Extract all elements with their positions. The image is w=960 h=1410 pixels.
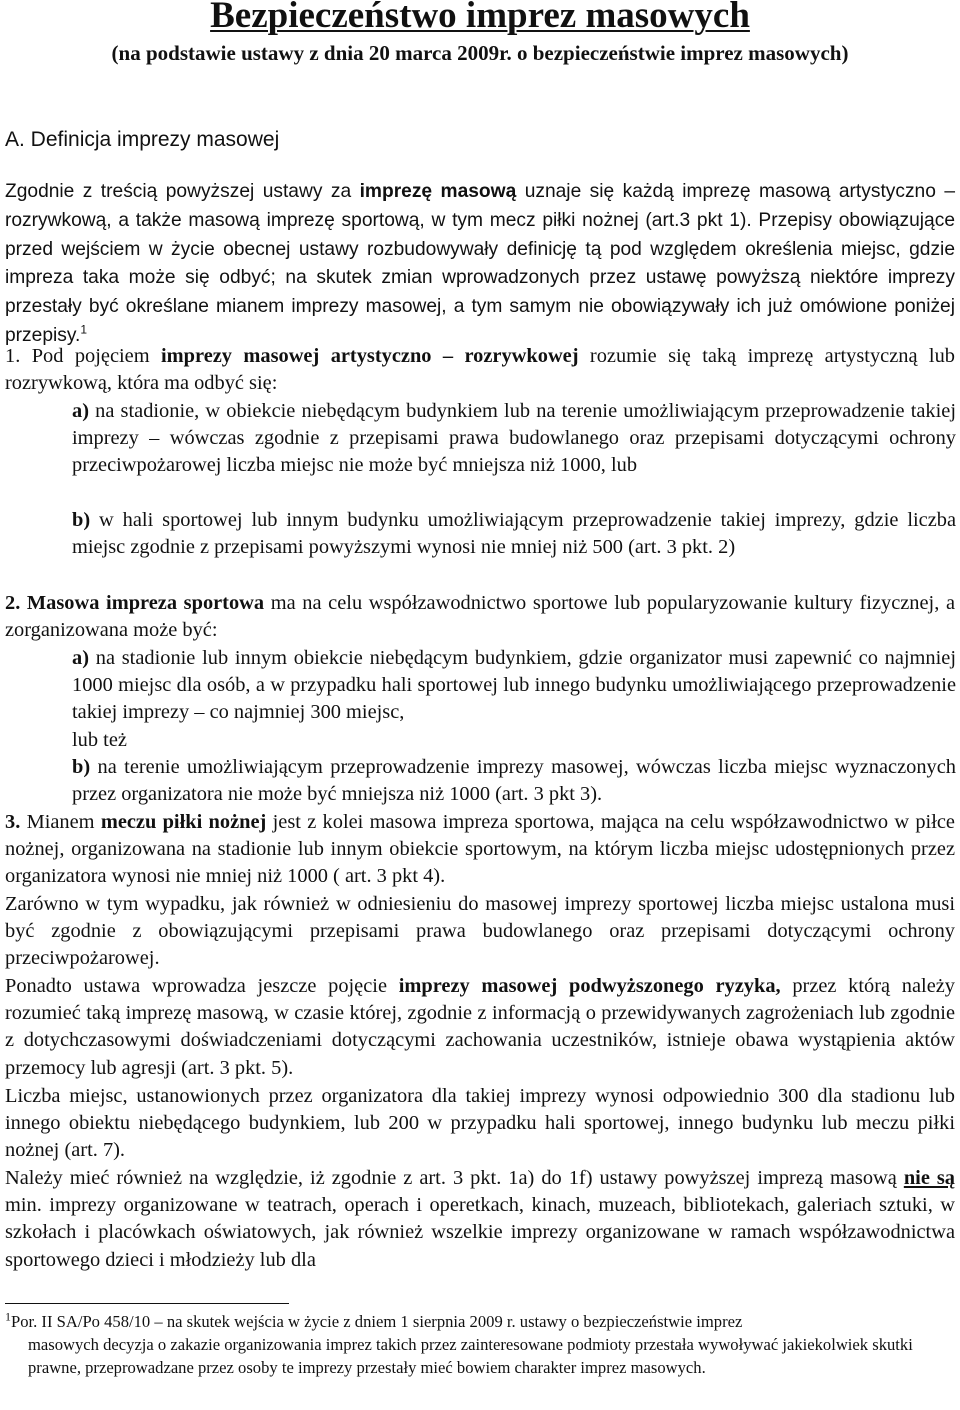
intro-text-2: uznaje się każdą imprezę masową artystyczno – rozrywkową, a także masową imprezę sportową, w tym mecz piłki nożnej (art.3 pkt 1). Przepisy obowiązujące przed wejściem w życie obecnej ustawy rozbudowywały definicję tą pod względem określenia miejsc, gdzie impreza taka może się odbyć; na skutek zmian wprowadzonych przez ustawę powyższą niektóre imprezy przestały być określane mianem imprezy masowej, a tym samym nie obowiązywały ich już omówione poniżej przepisy. bbox=[5, 181, 956, 346]
footnote-line-1: Por. II SA/Po 458/10 – na skutek wejścia w życie z dniem 1 sierpnia 2009 r. ustawy o bezpieczeństwie imprez bbox=[11, 1312, 743, 1331]
exemptions-paragraph bbox=[5, 1165, 955, 1274]
item-2b-text: na terenie umożliwiającym przeprowadzenie imprezy masowej, wówczas liczba miejsc wyznaczonych przez organizatora nie może być mniejsza niż 1000 (art. 3 pkt 3). bbox=[72, 756, 956, 806]
item-2a-paragraph bbox=[72, 645, 956, 754]
item-1-text-2: rozumie się taką imprezę artystyczną lub rozrywkową, która ma odbyć się: bbox=[5, 345, 955, 395]
item-1-paragraph bbox=[5, 343, 955, 397]
document-title: Bezpieczeństwo imprez masowych bbox=[210, 0, 750, 36]
capacity-paragraph: Liczba miejsc, ustanowionych przez organizatora dla takiej imprezy wynosi odpowiednio 300 dla stadionu lub innego obiektu niebędącego budynkiem, lub 200 w przypadku hali sportowej, innego budynku lub meczu piłki nożnej (art. 7). bbox=[5, 1085, 955, 1162]
item-2-paragraph bbox=[5, 590, 955, 644]
item-3-paragraph bbox=[5, 809, 955, 891]
item-2b-paragraph bbox=[72, 754, 956, 808]
item-1b-paragraph bbox=[72, 507, 956, 561]
item-3-text-1: Mianem bbox=[20, 811, 101, 833]
item-2a-label: a) bbox=[72, 647, 89, 669]
high-risk-paragraph bbox=[5, 973, 955, 1082]
exemptions-emphasis: nie są bbox=[903, 1167, 955, 1189]
intro-paragraph bbox=[5, 178, 955, 351]
item-2b-label: b) bbox=[72, 756, 91, 778]
item-3-bold-term: meczu piłki nożnej bbox=[100, 811, 267, 833]
intro-bold-term: imprezę masową bbox=[359, 181, 517, 202]
footnote-first-line bbox=[5, 1311, 955, 1334]
item-1b-label: b) bbox=[72, 509, 91, 531]
footnote-divider bbox=[5, 1303, 289, 1304]
item-2-number: 2. bbox=[5, 592, 21, 614]
section-heading: A. Definicja imprezy masowej bbox=[5, 128, 280, 151]
high-risk-text-1: Ponadto ustawa wprowadza jeszcze pojęcie bbox=[5, 975, 399, 997]
item-1a-text: na stadionie, w obiekcie niebędącym budynkiem lub na terenie umożliwiającym przeprowadzenie takiej imprezy – wówczas zgodnie z przepisami prawa budowlanego oraz przepisami dotyczącymi ochrony przeciwpożarowej liczba miejsc nie może być mniejsza niż 1000, lub bbox=[72, 400, 956, 477]
footnote-mark: 1 bbox=[5, 1309, 11, 1324]
exemptions-text-2: min. imprezy organizowane w teatrach, operach i operetkach, kinach, muzeach, bibliotekach, galeriach sztuki, w szkołach i placówkach oświatowych, jak również wszelkie imprezy organizowane w ramach współzawodnictwa sportowego dzieci i młodzieży lub dla bbox=[5, 1194, 955, 1271]
item-1-bold-term: imprezy masowej artystyczno – rozrywkowej bbox=[161, 345, 579, 367]
item-1b-text: w hali sportowej lub innym budynku umożliwiającym przeprowadzenie takiej imprezy, gdzie liczba miejsc zgodnie z przepisami powyższymi wynosi nie mniej niż 500 (art. 3 pkt. 2) bbox=[72, 509, 956, 559]
exemptions-text-1: Należy mieć również na względzie, iż zgodnie z art. 3 pkt. 1a) do 1f) ustawy powyższej imprezą masową bbox=[5, 1167, 904, 1189]
item-3-text-2: jest z kolei masowa impreza sportowa, mająca na celu współzawodnictwo w piłce nożnej, organizowana na stadionie lub innym obiekcie sportowym, na którym liczba miejsc udostępnionych przez organizatora wynosi nie mniej niż 1000 ( art. 3 pkt 4). bbox=[5, 811, 955, 888]
high-risk-text-2: przez którą należy rozumieć taką imprezę masową, w czasie której, zgodnie z informacją o przewidywanych zagrożeniach lub zgodnie z dotychczasowymi doświadczeniami dotyczącymi zachowania uczestników, istnieje obawa wystąpienia aktów przemocy lub agresji (art. 3 pkt. 5). bbox=[5, 975, 955, 1079]
intro-text-1: Zgodnie z treścią powyższej ustawy za bbox=[5, 181, 360, 202]
item-2a-tail: lub też bbox=[72, 728, 127, 751]
fire-safety-paragraph: Zarówno w tym wypadku, jak również w odniesieniu do masowej imprezy sportowej liczba miejsc ustalona musi być zgodnie z obowiązującymi przepisami prawa budowlanego oraz przepisami dotyczącymi ochrony przeciwpożarowej. bbox=[5, 893, 955, 970]
item-1a-paragraph bbox=[72, 398, 956, 480]
item-2-text: ma na celu współzawodnictwo sportowe lub popularyzowanie kultury fizycznej, a zorganizowana może być: bbox=[5, 592, 956, 642]
item-1-text-1: Pod pojęciem bbox=[20, 345, 162, 367]
item-1-number: 1. bbox=[5, 345, 21, 367]
document-subtitle: (na podstawie ustawy z dnia 20 marca 2009r. o bezpieczeństwie imprez masowych) bbox=[111, 41, 849, 65]
item-2-bold-term: Masowa impreza sportowa bbox=[20, 592, 265, 614]
footnote-reference[interactable]: 1 bbox=[80, 322, 88, 337]
item-3-number: 3. bbox=[5, 811, 21, 833]
footnote-continuation: masowych decyzja o zakazie organizowania imprez takich przez zainteresowane podmioty przestała wywoływać jakiekolwiek skutki prawne, przeprowadzane przez osoby te imprezy przestały mieć bowiem charakter imprez masowych. bbox=[28, 1335, 913, 1377]
high-risk-bold-term: imprezy masowej podwyższonego ryzyka, bbox=[398, 975, 781, 997]
item-1a-label: a) bbox=[72, 400, 89, 422]
item-2a-text: na stadionie lub innym obiekcie niebędącym budynkiem, gdzie organizator musi zapewnić co najmniej 1000 miejsc dla osób, a w przypadku hali sportowej lub innego budynku umożliwiającego przeprowadzenie takiej imprezy – co najmniej 300 miejsc, bbox=[72, 647, 956, 724]
